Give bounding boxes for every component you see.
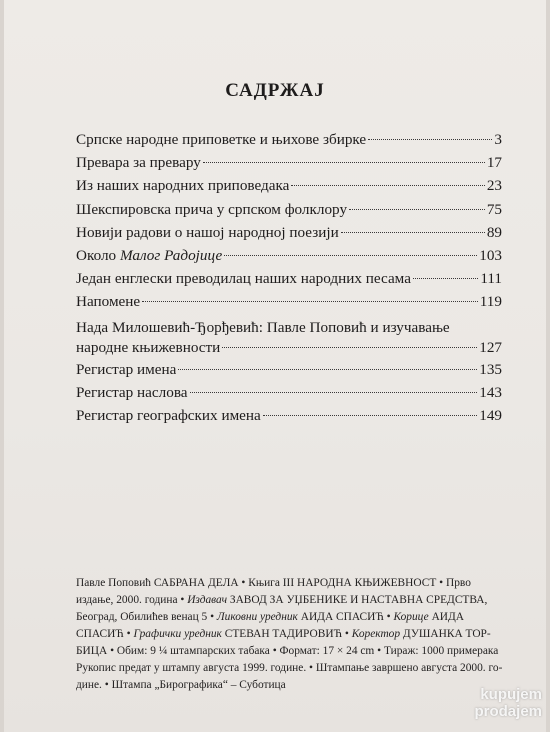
toc-entry — [76, 128, 502, 151]
toc-title-plain: Около — [76, 246, 120, 264]
dot-leader — [349, 209, 485, 210]
colophon-text: АИДА СПАСИЋ • — [297, 611, 394, 623]
colophon-line — [76, 609, 504, 626]
toc-entry-page: 143 — [479, 383, 502, 401]
toc-entry-title: Шекспировска прича у српском фолклору — [76, 200, 348, 218]
toc-entry-page: 75 — [486, 200, 502, 218]
colophon-line: Павле Поповић САБРАНА ДЕЛА • Књига III НАРОДНА КЊИЖЕВНОСТ • Прво — [76, 577, 471, 589]
toc-entry-title: Регистар наслова — [76, 383, 188, 401]
toc-entry — [76, 318, 502, 358]
dot-leader — [291, 185, 484, 186]
toc-entry-page: 119 — [479, 293, 502, 311]
toc-entry-title: Српске народне приповетке и њихове збирке — [76, 131, 367, 148]
toc-entry-page: 23 — [486, 177, 502, 195]
colophon-role: Корице — [393, 611, 429, 623]
toc-entry-title: Превара за превару — [76, 154, 201, 172]
colophon-role: Издавач — [187, 594, 228, 606]
dot-leader — [413, 278, 478, 279]
colophon-role: Графички уредник — [133, 628, 222, 640]
colophon-text: АИДА — [428, 611, 465, 623]
toc-entry-page: 127 — [479, 338, 502, 356]
toc-entry-page: 103 — [479, 246, 502, 264]
toc-entry — [76, 404, 502, 427]
toc-entry-title: Регистар имена — [76, 360, 177, 378]
toc-entry-title — [76, 244, 222, 267]
toc-entry-title: Један енглески преводилац наших народних песама — [76, 270, 411, 288]
watermark-line: prodajem — [474, 703, 542, 720]
dot-leader — [203, 162, 485, 163]
colophon-line: БИЦА • Обим: 9 ¼ штампарских табака • Формат: 17 × 24 cm • Тираж: 1000 примерака — [76, 645, 499, 657]
colophon-text: издање, 2000. година • — [76, 594, 188, 606]
toc-entry-title: Новији радови о нашој народној поезији — [76, 223, 339, 241]
book-page — [4, 0, 546, 732]
toc-entry-page: 149 — [479, 406, 502, 424]
toc-entry-page: 89 — [486, 223, 502, 241]
dot-leader — [178, 369, 477, 370]
colophon-role: Ликовни уредник — [216, 611, 298, 623]
colophon-text: Београд, Обилићев венац 5 • — [76, 611, 217, 623]
toc-entry — [76, 267, 502, 290]
toc-entry — [76, 174, 502, 197]
toc-entry — [76, 290, 502, 313]
colophon-text: ДУШАНКА ТОР- — [400, 628, 491, 640]
toc-entry-row — [76, 338, 502, 358]
toc-entry-page: 135 — [479, 360, 502, 378]
colophon — [76, 575, 504, 694]
toc-entry-title-line1: Нада Милошевић-Ђорђевић: Павле Поповић и изучавање — [76, 318, 450, 336]
dot-leader — [222, 347, 477, 348]
watermark-logo — [450, 686, 542, 720]
toc-entry — [76, 381, 502, 404]
toc-entry — [76, 198, 502, 221]
colophon-line: Рукопис предат у штампу августа 1999. године. • Штампање завршено августа 2000. го- — [76, 662, 503, 674]
colophon-line — [76, 592, 504, 609]
dot-leader — [341, 232, 485, 233]
colophon-text: ЗАВОД ЗА УЏБЕНИКЕ И НАСТАВНА СРЕДСТВА, — [227, 594, 488, 606]
dot-leader — [224, 255, 477, 256]
dot-leader — [190, 392, 478, 393]
toc-entry-title: Из наших народних приповедака — [76, 177, 290, 195]
toc-entry-title: Напомене — [76, 293, 141, 311]
page-title: САДРЖАЈ — [225, 80, 325, 101]
dot-leader — [368, 139, 492, 140]
toc-entry — [76, 244, 502, 267]
dot-leader — [263, 415, 477, 416]
toc-entry — [76, 358, 502, 381]
colophon-line — [76, 626, 504, 643]
toc-entry — [76, 151, 502, 174]
toc-entry-page: 17 — [486, 154, 502, 172]
dot-leader — [142, 301, 478, 302]
colophon-line: дине. • Штампа „Бирографика“ – Суботица — [76, 679, 286, 691]
toc-entry-title-line2: народне књижевности — [76, 338, 221, 356]
toc-entry-page: 111 — [480, 270, 502, 288]
colophon-text: СПАСИЋ • — [76, 628, 134, 640]
toc-title-italic: Малог Радојице — [119, 246, 223, 264]
colophon-role: Коректор — [351, 628, 401, 640]
toc-entry — [76, 221, 502, 244]
watermark-line: kupujem — [480, 686, 542, 703]
colophon-text: СТЕВАН ТАДИРОВИЋ • — [221, 628, 352, 640]
toc-entry-page: 3 — [494, 131, 502, 148]
toc-entry-title: Регистар географских имена — [76, 406, 261, 424]
table-of-contents — [76, 128, 502, 427]
